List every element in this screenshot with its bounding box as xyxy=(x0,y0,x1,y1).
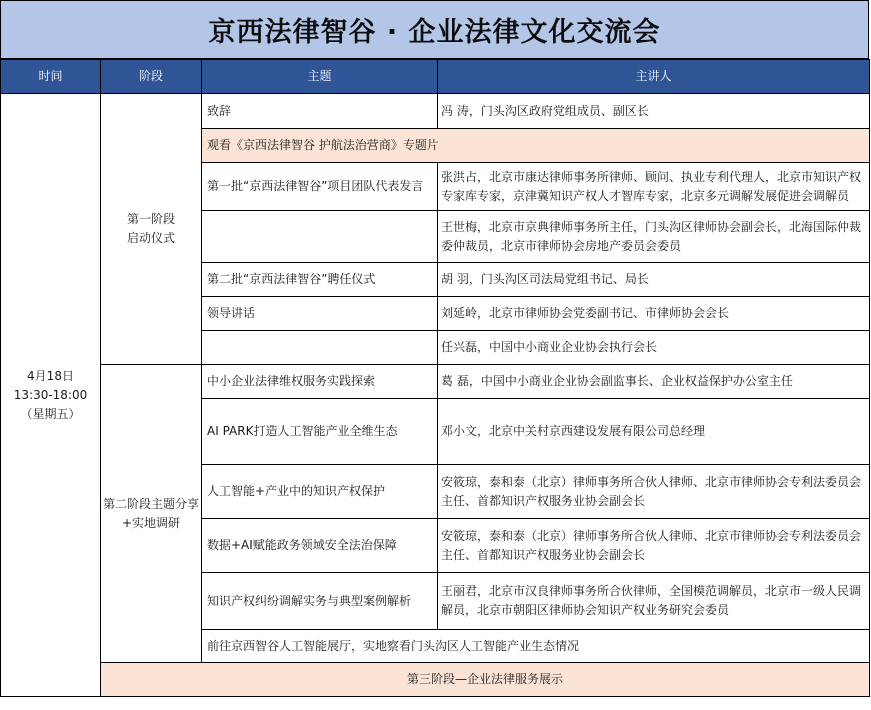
topic-cell: AI PARK打造人工智能产业全维生态 xyxy=(202,399,438,465)
stage3-row xyxy=(1,663,870,697)
topic-cell: 人工智能+产业中的知识产权保护 xyxy=(202,465,438,519)
stage1-line1: 第一阶段 xyxy=(126,212,175,226)
highlight-cell: 观看《京西法律智谷 护航法治营商》专题片 xyxy=(202,129,870,163)
time-cell xyxy=(1,94,101,697)
header-stage: 阶段 xyxy=(101,60,202,94)
speaker-cell: 冯 涛，门头沟区政府党组成员、副区长 xyxy=(438,94,870,129)
header-speaker: 主讲人 xyxy=(438,60,870,94)
speaker-cell: 邓小文，北京中关村京西建设发展有限公司总经理 xyxy=(438,399,870,465)
topic-cell: 致辞 xyxy=(202,94,438,129)
speaker-cell: 安筱琼，泰和泰（北京）律师事务所合伙人律师、北京市律师协会专利法委员会主任、首都知识产权服务业协会副会长 xyxy=(438,465,870,519)
header-time: 时间 xyxy=(1,60,101,94)
time-date: 4月18日 xyxy=(27,368,74,383)
page-title: 京西法律智谷 · 企业法律文化交流会 xyxy=(208,17,661,48)
table-row xyxy=(1,94,870,129)
stage2-line1: 第二阶段主题分享 xyxy=(103,496,200,511)
topic-cell xyxy=(202,331,438,365)
speaker-cell: 张洪占，北京市康达律师事务所律师、顾问、执业专利代理人，北京市知识产权专家库专家，京津冀知识产权人才智库专家，北京多元调解发展促进会调解员 xyxy=(438,163,870,211)
speaker-cell: 王世梅，北京市京典律师事务所主任，门头沟区律师协会副会长，北海国际仲裁委仲裁员，北京市律师协会房地产委员会委员 xyxy=(438,211,870,263)
topic-cell: 知识产权纠纷调解实务与典型案例解析 xyxy=(202,573,438,630)
stage1-line2: 启动仪式 xyxy=(126,231,175,245)
stage1-cell xyxy=(101,94,202,365)
speaker-cell: 葛 磊，中国中小商业企业协会副监事长、企业权益保护办公室主任 xyxy=(438,365,870,399)
header-topic: 主题 xyxy=(202,60,438,94)
topic-cell: 第二批“京西法律智谷”聘任仪式 xyxy=(202,263,438,297)
topic-cell: 数据+AI赋能政务领域安全法治保障 xyxy=(202,519,438,573)
field-visit-cell: 前往京西智谷人工智能展厅，实地察看门头沟区人工智能产业生态情况 xyxy=(202,630,870,663)
stage2-cell xyxy=(101,365,202,663)
speaker-cell: 安筱琼，泰和泰（北京）律师事务所合伙人律师、北京市律师协会专利法委员会主任、首都知识产权服务业协会副会长 xyxy=(438,519,870,573)
time-hours: 13:30-18:00 xyxy=(13,387,88,402)
topic-cell xyxy=(202,211,438,263)
speaker-cell: 任兴磊，中国中小商业企业协会执行会长 xyxy=(438,331,870,365)
topic-cell: 中小企业法律维权服务实践探索 xyxy=(202,365,438,399)
header-row xyxy=(1,60,870,94)
stage2-line2: +实地调研 xyxy=(121,515,181,530)
time-weekday: （星期五） xyxy=(20,406,81,421)
speaker-cell: 刘延岭，北京市律师协会党委副书记、市律师协会会长 xyxy=(438,297,870,331)
schedule-table xyxy=(0,59,870,697)
speaker-cell: 胡 羽，门头沟区司法局党组书记、局长 xyxy=(438,263,870,297)
stage3-cell: 第三阶段—企业法律服务展示 xyxy=(101,663,870,697)
speaker-cell: 王丽君，北京市汉良律师事务所合伙律师，全国模范调解员，北京市一级人民调解员，北京市朝阳区律师协会知识产权业务研究会委员 xyxy=(438,573,870,630)
table-row xyxy=(1,365,870,399)
title-banner xyxy=(0,0,869,59)
topic-cell: 第一批“京西法律智谷”项目团队代表发言 xyxy=(202,163,438,211)
topic-cell: 领导讲话 xyxy=(202,297,438,331)
